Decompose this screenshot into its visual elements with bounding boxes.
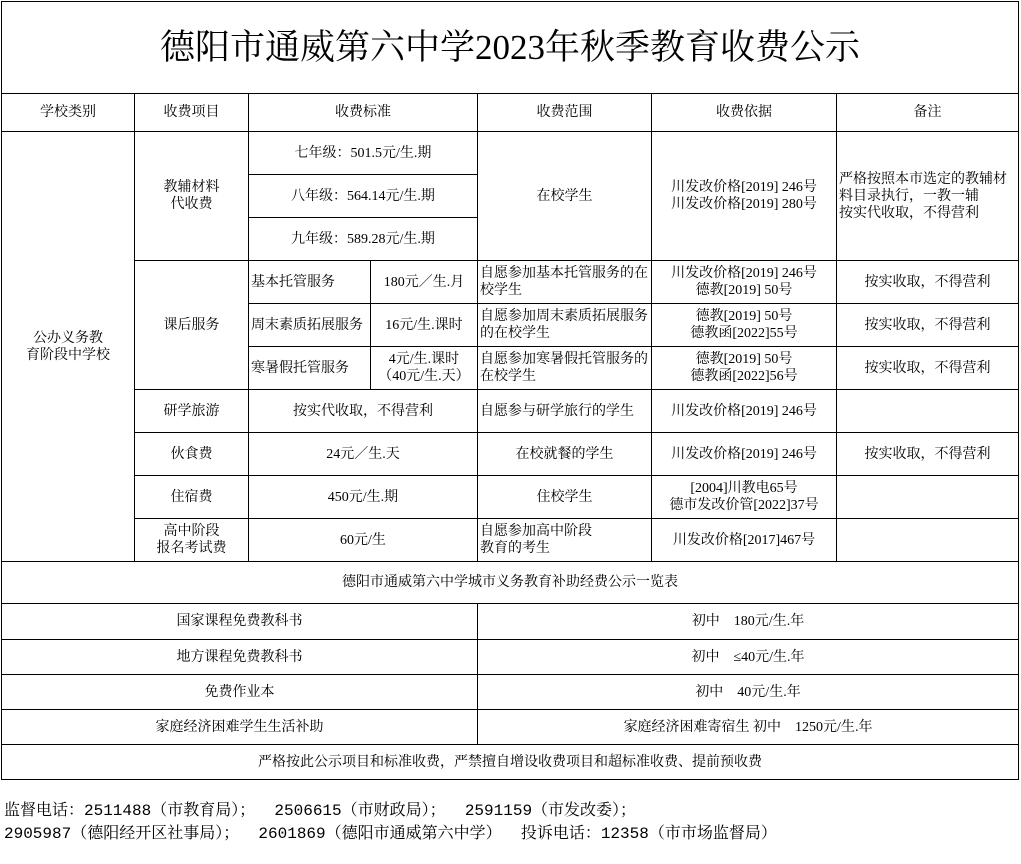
header-fee-scope: 收费范围 [478,94,652,132]
meals-remarks: 按实收取，不得营利 [837,433,1019,476]
header-fee-basis: 收费依据 [652,94,837,132]
lodging-item: 住宿费 [135,476,249,519]
header-school-type: 学校类别 [2,94,135,132]
study-tour-scope: 自愿参与研学旅行的学生 [478,390,652,433]
service-price [371,347,478,390]
contact-line: 2905987（德阳经开区社事局）； 2601869（德阳市通威第六中学） 投诉电话：12358（市市场监督局） [4,825,777,843]
subsidy-row [2,640,1019,675]
service-name: 寒暑假托管服务 [249,347,371,390]
subsidy-item: 国家课程免费教科书 [2,604,478,640]
fee-basis-line: 德教函[2022]55号 [690,326,798,341]
study-tour-standard: 按实代收取，不得营利 [249,390,478,433]
meals-scope: 在校就餐的学生 [478,433,652,476]
exam-fee-standard: 60元/生 [249,519,478,562]
header-fee-item: 收费项目 [135,94,249,132]
notice-title: 德阳市通威第六中学2023年秋季教育收费公示 [2,2,1019,94]
exam-fee-scope-line: 教育的考生 [480,541,550,556]
header-row [2,94,1019,132]
service-price-line: 16元/生.课时 [385,317,463,333]
lodging-remarks [837,476,1019,519]
exam-fee-remarks [837,519,1019,562]
fee-basis-line: 德教[2019] 50号 [695,283,793,298]
study-tour-row [2,390,1019,433]
study-tour-remarks [837,390,1019,433]
exam-fee-scope-line: 自愿参加高中阶段 [480,524,592,539]
contact-line: 监督电话：2511488（市教育局）； 2506615（市财政局）； 2591159（市发改委）； [4,802,637,820]
materials-fee-basis [652,132,837,261]
exam-fee-row [2,519,1019,562]
exam-fee-item-line: 报名考试费 [156,541,227,556]
subsidy-amount: 初中 180元/生.年 [478,604,1019,640]
header-fee-standard: 收费标准 [249,94,478,132]
service-basis [652,261,837,304]
fee-basis-line: 德教[2019] 50号 [695,309,793,324]
materials-item-line: 教辅材料 [163,180,220,195]
subsidy-item: 免费作业本 [2,675,478,710]
service-price-line: 180元／生.月 [383,274,465,290]
school-type-line: 公办义务教 [33,330,103,346]
service-price-line: 4元/生.课时 [388,352,460,367]
exam-fee-basis: 川发改价格[2017]467号 [652,519,837,562]
fee-basis-line: 德市发改价管[2022]37号 [669,498,819,513]
supervision-contacts [4,800,1021,846]
meals-row [2,433,1019,476]
meals-standard: 24元／生.天 [249,433,478,476]
materials-item-line: 代收费 [170,197,213,212]
meals-item: 伙食费 [135,433,249,476]
subsidy-amount: 初中 40元/生.年 [478,675,1019,710]
service-remarks: 按实收取，不得营利 [837,347,1019,390]
after-school-item: 课后服务 [135,261,249,390]
fee-basis-line: [2004]川教电65号 [690,481,798,496]
materials-row-grade7 [2,132,1019,175]
subsidy-item: 家庭经济困难学生生活补助 [2,710,478,745]
service-price-line: （40元/生.天） [378,369,470,384]
service-price [371,304,478,347]
subsidy-amount: 家庭经济困难寄宿生 初中 1250元/生.年 [478,710,1019,745]
service-name: 周末素质拓展服务 [249,304,371,347]
lodging-standard: 450元/生.期 [249,476,478,519]
school-type-cell [2,132,135,562]
fee-basis-line: 川发改价格[2019] 280号 [671,197,817,212]
lodging-scope: 住校学生 [478,476,652,519]
exam-fee-item [135,519,249,562]
service-remarks: 按实收取，不得营利 [837,261,1019,304]
service-remarks: 按实收取，不得营利 [837,304,1019,347]
fee-basis-line: 德教函[2022]56号 [690,369,798,384]
subsidy-row [2,604,1019,640]
exam-fee-scope [478,519,652,562]
grade8-fee-standard: 八年级：564.14元/生.期 [249,175,478,218]
service-scope: 自愿参加周末素质拓展服务的在校学生 [478,304,652,347]
materials-fee-scope: 在校学生 [478,132,652,261]
meals-basis: 川发改价格[2019] 246号 [652,433,837,476]
subsidy-amount: 初中 ≤40元/生.年 [478,640,1019,675]
exam-fee-item-line: 高中阶段 [163,524,220,539]
notice-row [2,745,1019,780]
grade7-fee-standard: 七年级：501.5元/生.期 [249,132,478,175]
service-scope: 自愿参加基本托管服务的在校学生 [478,261,652,304]
subsidy-title-row [2,562,1019,604]
service-basis [652,347,837,390]
materials-remarks [837,132,1019,261]
header-remarks: 备注 [837,94,1019,132]
remarks-line: 严格按照本市选定的教辅材料目录执行，一教一辅 [839,171,1007,204]
remarks-line: 按实代收取，不得营利 [839,205,979,221]
after-school-row-basic [2,261,1019,304]
fee-basis-line: 川发改价格[2019] 246号 [671,180,817,195]
fee-basis-line: 川发改价格[2019] 246号 [671,266,817,281]
subsidy-row [2,675,1019,710]
service-price [371,261,478,304]
subsidy-row [2,710,1019,745]
subsidy-title: 德阳市通威第六中学城市义务教育补助经费公示一览表 [2,562,1019,604]
materials-item-cell [135,132,249,261]
fee-notice-table [1,1,1019,780]
subsidy-item: 地方课程免费教科书 [2,640,478,675]
service-name: 基本托管服务 [249,261,371,304]
study-tour-basis: 川发改价格[2019] 246号 [652,390,837,433]
grade9-fee-standard: 九年级：589.28元/生.期 [249,218,478,261]
service-scope: 自愿参加寒暑假托管服务的在校学生 [478,347,652,390]
service-basis [652,304,837,347]
school-type-line: 育阶段中学校 [26,347,110,363]
study-tour-item: 研学旅游 [135,390,249,433]
lodging-row [2,476,1019,519]
lodging-basis [652,476,837,519]
title-row [2,2,1019,94]
fee-basis-line: 德教[2019] 50号 [695,352,793,367]
compliance-notice: 严格按此公示项目和标准收费，严禁擅自增设收费项目和超标准收费、提前预收费 [2,745,1019,780]
